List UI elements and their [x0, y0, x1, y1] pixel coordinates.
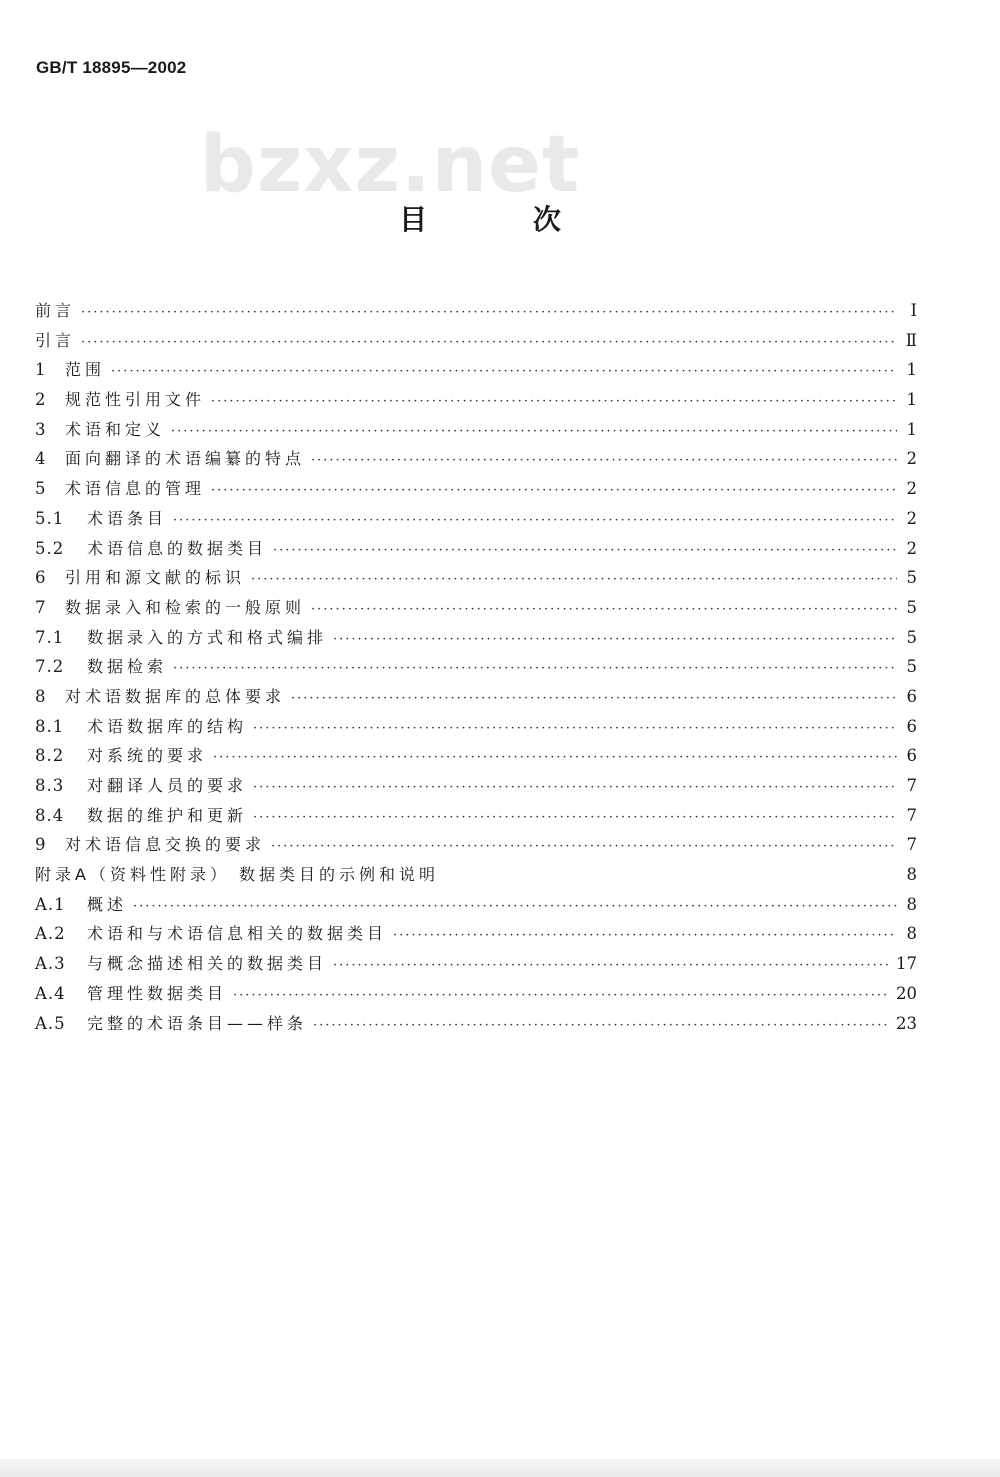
toc-entry-label: 对翻译人员的要求 — [87, 776, 248, 795]
toc-entry-page: Ⅰ — [910, 301, 917, 320]
toc-leader-dots — [311, 595, 897, 625]
toc-entry-number: 5 — [35, 479, 47, 499]
toc-entry-number: 8 — [35, 686, 47, 706]
toc-entry-3[interactable] — [35, 415, 917, 445]
toc-leader-dots — [81, 328, 897, 358]
toc-leader-dots — [333, 951, 890, 981]
toc-entry-label: 术语信息的数据类目 — [87, 538, 268, 558]
toc-leader-dots — [233, 981, 890, 1011]
toc-entry-page: 8 — [906, 894, 917, 914]
toc-entry-label: 完整的术语条目——样条 — [87, 1013, 308, 1033]
toc-entry-label: 附录A（资料性附录） 数据类目的示例和说明 — [35, 865, 440, 885]
toc-entry-1[interactable] — [35, 355, 917, 385]
toc-entry-6[interactable] — [35, 563, 917, 593]
watermark: bzxz.net — [200, 120, 581, 210]
toc-entry-7-2[interactable] — [35, 652, 917, 682]
toc-entry-number: A.2 — [35, 924, 66, 944]
toc-leader-dots — [211, 476, 897, 506]
toc-entry-page: 5 — [906, 568, 917, 588]
toc-entry-8-3[interactable] — [35, 771, 917, 801]
toc-entry-label: 引用和源文献的标识 — [65, 568, 246, 588]
toc-entry-number: 5.2 — [35, 538, 65, 558]
toc-entry-number: 9 — [35, 835, 47, 855]
toc-entry-8-4[interactable] — [35, 801, 917, 831]
toc-entry-8[interactable] — [35, 682, 917, 712]
toc-entry-8-1[interactable] — [35, 712, 917, 742]
toc-entry-page: 2 — [906, 508, 917, 528]
toc-entry-page: 7 — [906, 835, 917, 855]
toc-entry-label: 管理性数据类目 — [87, 983, 228, 1003]
toc-entry-number: 8.4 — [35, 805, 65, 825]
toc-entry-page: Ⅱ — [905, 330, 917, 350]
toc-entry-page: 1 — [906, 390, 917, 410]
toc-entry-label: 术语信息的管理 — [65, 479, 206, 499]
toc-leader-dots — [253, 714, 897, 744]
toc-entry-label: 术语和与术语信息相关的数据类目 — [87, 924, 388, 944]
toc-leader-dots — [81, 298, 897, 328]
toc-entry-page: 23 — [896, 1013, 917, 1033]
toc-leader-dots — [213, 743, 897, 773]
toc-entry-label: 数据的维护和更新 — [87, 805, 248, 825]
toc-entry-number: 7 — [35, 597, 47, 617]
page-bottom-edge — [0, 1459, 1000, 1477]
toc-leader-dots — [253, 773, 897, 803]
toc-entry-page: 5 — [906, 627, 917, 647]
toc-entry-9[interactable] — [35, 830, 917, 860]
toc-entry-label: 概述 — [87, 894, 128, 914]
toc-entry-page: 6 — [906, 686, 917, 706]
table-of-contents — [35, 296, 917, 1038]
toc-entry-page: 8 — [906, 924, 917, 944]
toc-entry-label: 引言 — [35, 330, 76, 350]
toc-entry-annex-a[interactable] — [35, 860, 917, 890]
toc-entry-number: 3 — [35, 419, 47, 439]
toc-entry-label: 术语条目 — [87, 508, 168, 528]
toc-entry-number: 5.1 — [35, 508, 65, 528]
toc-leader-dots — [313, 1011, 890, 1041]
toc-leader-dots — [173, 506, 897, 536]
toc-entry-a-2[interactable] — [35, 919, 917, 949]
toc-entry-label: 术语和定义 — [65, 419, 166, 439]
toc-entry-page: 2 — [906, 449, 917, 469]
toc-entry-label: 数据检索 — [87, 657, 168, 677]
toc-leader-dots — [393, 921, 897, 951]
toc-entry-number: 7.1 — [35, 627, 65, 647]
toc-entry-page: 1 — [906, 419, 917, 439]
toc-entry-page: 7 — [906, 776, 917, 795]
toc-entry-5[interactable] — [35, 474, 917, 504]
toc-entry-number: 8.2 — [35, 746, 65, 766]
toc-leader-dots — [333, 625, 897, 655]
toc-entry-label: 数据录入和检索的一般原则 — [65, 597, 306, 617]
toc-entry-number: 6 — [35, 568, 47, 588]
toc-entry-number: 4 — [35, 449, 47, 469]
toc-entry-number: A.5 — [35, 1013, 66, 1033]
toc-leader-dots — [311, 446, 897, 476]
toc-entry-number: 1 — [35, 360, 47, 380]
toc-entry-a-4[interactable] — [35, 979, 917, 1009]
toc-entry-7[interactable] — [35, 593, 917, 623]
toc-leader-dots — [111, 357, 897, 387]
toc-entry-5-2[interactable] — [35, 534, 917, 564]
toc-entry-number: A.3 — [35, 954, 66, 974]
toc-entry-page: 2 — [906, 538, 917, 558]
toc-entry-2[interactable] — [35, 385, 917, 415]
toc-entry-page: 6 — [906, 716, 917, 736]
toc-leader-dots — [251, 565, 897, 595]
toc-leader-dots — [273, 536, 897, 566]
toc-entry-number: A.4 — [35, 983, 66, 1003]
toc-entry-page: 17 — [896, 954, 917, 974]
toc-entry-number: 7.2 — [35, 657, 65, 677]
toc-leader-dots — [171, 417, 897, 447]
toc-entry-page: 2 — [906, 479, 917, 499]
toc-leader-dots — [211, 387, 897, 417]
toc-entry-label: 与概念描述相关的数据类目 — [87, 954, 328, 974]
toc-entry-number: 8.1 — [35, 716, 65, 736]
toc-entry-7-1[interactable] — [35, 623, 917, 653]
toc-entry-8-2[interactable] — [35, 741, 917, 771]
toc-entry-number: 8.3 — [35, 776, 65, 795]
toc-entry-label: 规范性引用文件 — [65, 390, 206, 410]
toc-entry-a-1[interactable] — [35, 890, 917, 920]
toc-entry-page: 5 — [906, 597, 917, 617]
toc-entry-label: 对系统的要求 — [87, 746, 208, 766]
toc-entry-page: 7 — [906, 805, 917, 825]
toc-entry-a-5[interactable] — [35, 1009, 917, 1039]
toc-entry-label: 前言 — [35, 301, 76, 320]
toc-entry-4[interactable] — [35, 444, 917, 474]
toc-leader-dots — [291, 684, 897, 714]
toc-entry-label: 对术语信息交换的要求 — [65, 835, 266, 855]
toc-entry-number: 2 — [35, 390, 47, 410]
toc-entry-5-1[interactable] — [35, 504, 917, 534]
toc-entry-page: 20 — [896, 983, 917, 1003]
toc-leader-dots — [253, 803, 897, 833]
toc-entry-label: 面向翻译的术语编纂的特点 — [65, 449, 306, 469]
toc-title: 目 次 — [399, 203, 609, 236]
toc-entry-page: 8 — [906, 865, 917, 885]
toc-entry-foreword[interactable] — [35, 296, 917, 326]
toc-entry-a-3[interactable] — [35, 949, 917, 979]
toc-leader-dots — [133, 892, 897, 922]
toc-leader-dots — [271, 832, 897, 862]
toc-entry-page: 6 — [906, 746, 917, 766]
toc-entry-introduction[interactable] — [35, 326, 917, 356]
toc-entry-page: 5 — [906, 657, 917, 677]
toc-entry-label: 术语数据库的结构 — [87, 716, 248, 736]
toc-leader-dots — [173, 654, 897, 684]
toc-entry-label: 数据录入的方式和格式编排 — [87, 627, 328, 647]
toc-entry-label: 范围 — [65, 360, 106, 380]
toc-entry-label: 对术语数据库的总体要求 — [65, 686, 286, 706]
toc-entry-page: 1 — [906, 360, 917, 380]
standard-code: GB/T 18895—2002 — [36, 58, 187, 77]
toc-entry-number: A.1 — [35, 894, 66, 914]
